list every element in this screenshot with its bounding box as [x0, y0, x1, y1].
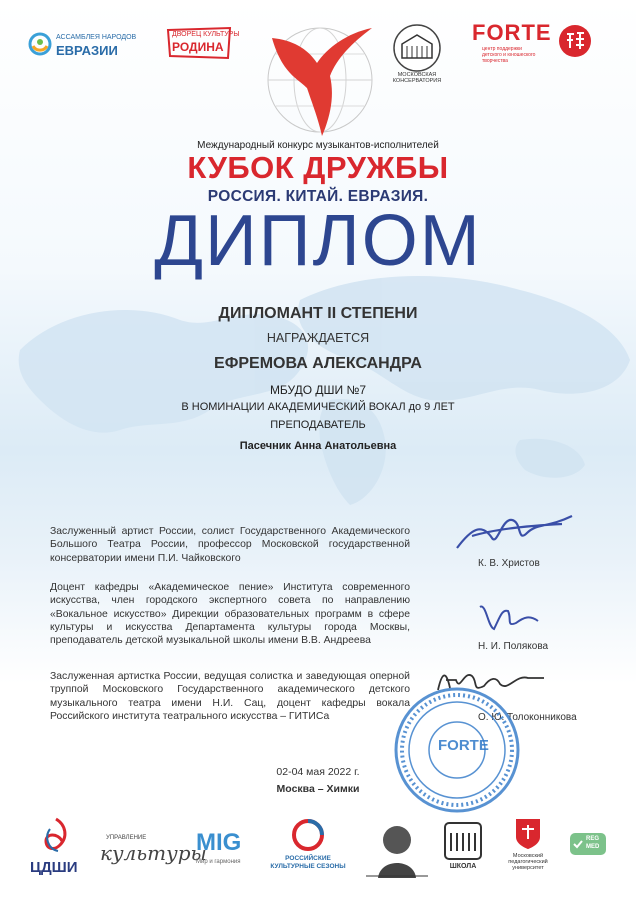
moscow-conservatory-logo — [388, 24, 446, 82]
event-dates: 02-04 мая 2022 г. — [276, 766, 360, 778]
recipient-school: МБУДО ДШИ №7 — [269, 383, 367, 397]
culture-admin-line1: УПРАВЛЕНИЕ — [106, 835, 147, 841]
university-line3: университет — [512, 865, 544, 871]
jury-description-3: Заслуженная артистка России, ведущая солистка и заведующая оперной труппой Московского Государственного академического детского музыкального театра имени Н.И. Сац, доцент кафедры вокала Российского института театрального искусства – ГИТИСа — [50, 671, 410, 722]
cdshi-logo — [28, 815, 84, 885]
jury-description-1: Заслуженный артист России, солист Государственного Академического Большого Театра России, профессор Московской государственной консерватории имени П.И. Чайковского — [50, 526, 410, 564]
recipient-name: ЕФРЕМОВА АЛЕКСАНДРА — [214, 355, 422, 372]
school-piano-icon — [443, 821, 483, 861]
contest-name: КУБОК ДРУЖБЫ — [187, 150, 449, 185]
stamp-forte-word: FORTE — [438, 737, 489, 754]
palace-rodina-logo — [166, 26, 240, 66]
forte-logo-caption: центр поддержки детского и юношеского творчества — [482, 46, 536, 64]
assembly-emblem-icon — [28, 32, 52, 56]
teacher-name: Пасечник Анна Анатольевна — [239, 440, 397, 452]
cdshi-logo-text: ЦДШИ — [30, 859, 78, 876]
culture-administration-logo — [96, 815, 207, 885]
jury-description-2: Доцент кафедры «Академическое пение» Института современного искусства, член городского экспертного совета по направлению «Вокальное искусство» Дирекции образовательных программ в сфере культуры и искусства Департамента культуры города Москвы, преподаватель детской музыкальной школы имени В.В. Андреева — [50, 582, 410, 647]
seasons-line2: КУЛЬТУРНЫЕ СЕЗОНЫ — [270, 863, 346, 870]
conservatory-building-icon — [388, 24, 446, 74]
palace-logo-line2: РОДИНА — [172, 40, 224, 54]
culture-admin-line2: культуры — [100, 841, 207, 865]
assembly-logo-line2: ЕВРАЗИИ — [56, 43, 118, 58]
musician-portrait-logo — [362, 815, 432, 885]
jury-name-3: О. Ю. Толоконникова — [478, 712, 577, 723]
reg-med-line2: MED — [586, 844, 600, 850]
forte-logo — [472, 20, 552, 76]
school-logo — [440, 815, 486, 885]
nomination: В НОМИНАЦИИ АКАДЕМИЧЕСКИЙ ВОКАЛ до 9 ЛЕТ — [181, 401, 455, 413]
russian-cultural-seasons-logo — [270, 815, 346, 885]
reg-med-logo — [568, 815, 608, 885]
event-city: Москва – Химки — [276, 783, 360, 795]
assembly-of-eurasia-logo — [28, 28, 138, 68]
reg-med-line1: REG — [586, 836, 600, 842]
teacher-label: ПРЕПОДАВАТЕЛЬ — [270, 419, 366, 431]
cdshi-emblem-icon — [36, 815, 76, 859]
palace-logo-line1: ДВОРЕЦ КУЛЬТУРЫ — [172, 31, 240, 38]
awarded-label: НАГРАЖДАЕТСЯ — [266, 331, 370, 345]
contest-countries: РОССИЯ. КИТАЙ. ЕВРАЗИЯ. — [207, 188, 429, 205]
school-logo-text: ШКОЛА — [449, 863, 477, 870]
university-line1: Московский — [512, 853, 544, 859]
diploma-degree: ДИПЛОМАНТ II СТЕПЕНИ — [218, 305, 418, 322]
mig-logo-caption: Мир и гармония — [196, 859, 241, 865]
conservatory-caption: МОСКОВСКАЯ КОНСЕРВАТОРИЯ — [392, 72, 442, 84]
mig-logo — [192, 815, 254, 885]
contest-subtitle: Международный конкурс музыкантов-исполнителей — [197, 140, 439, 151]
jury-name-2: Н. И. Полякова — [478, 641, 549, 652]
pedagogical-university-logo — [500, 815, 556, 885]
diploma-title: ДИПЛОМ — [154, 201, 482, 281]
university-line2: педагогический — [508, 859, 548, 865]
seasons-line1: РОССИЙСКИЕ — [285, 855, 331, 862]
jury-name-1: К. В. Христов — [478, 558, 540, 569]
crane-globe-emblem — [252, 18, 382, 148]
seasons-ring-icon — [290, 817, 326, 853]
reg-med-badge — [570, 833, 606, 855]
mig-logo-word: MIG — [196, 829, 242, 856]
signature-polyakova — [472, 597, 552, 637]
forte-logo-word: FORTE — [472, 20, 552, 45]
checkmark-icon — [572, 838, 584, 850]
signature-khristov — [452, 508, 582, 558]
chinese-seal-icon — [558, 24, 592, 58]
assembly-logo-line1: АССАМБЛЕЯ НАРОДОВ — [56, 34, 137, 41]
university-shield-icon — [514, 817, 542, 851]
